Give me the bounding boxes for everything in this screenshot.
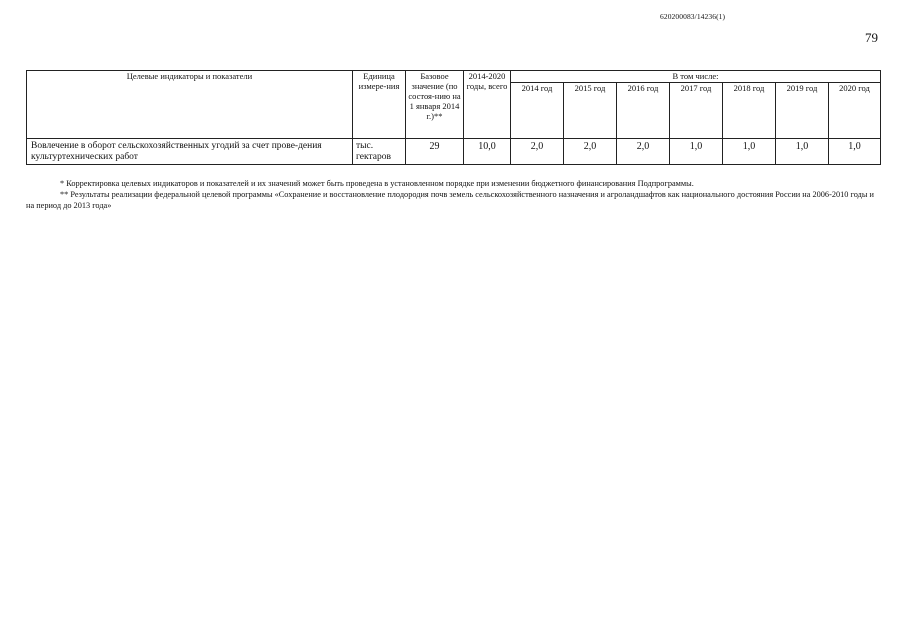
header-year-2016: 2016 год	[617, 83, 670, 139]
header-base-value: Базовое значение (по состоя-нию на 1 января 2014 г.)**	[406, 71, 464, 139]
value-2014: 2,0	[511, 139, 564, 165]
header-unit: Единица измере-ния	[353, 71, 406, 139]
header-year-2015: 2015 год	[564, 83, 617, 139]
value-2017: 1,0	[670, 139, 723, 165]
header-indicator: Целевые индикаторы и показатели	[27, 71, 353, 139]
header-year-2018: 2018 год	[723, 83, 776, 139]
value-2016: 2,0	[617, 139, 670, 165]
value-2015: 2,0	[564, 139, 617, 165]
total-value: 10,0	[464, 139, 511, 165]
header-total: 2014-2020 годы, всего	[464, 71, 511, 139]
indicators-table	[26, 70, 881, 165]
page-number: 79	[865, 30, 878, 45]
table-row	[27, 139, 881, 165]
header-year-2017: 2017 год	[670, 83, 723, 139]
header-year-2014: 2014 год	[511, 83, 564, 139]
footnote-2: ** Результаты реализации федеральной целевой программы «Сохранение и восстановление плодородия почв земель сельскохозяйственного назначения и агроландшафтов как национального достояния России на 2006-2010 годы и на период до 2013 года»	[26, 190, 874, 210]
indicator-name: Вовлечение в оборот сельскохозяйственных угодий за счет прове-дения культуртехнических работ	[27, 139, 353, 165]
value-2018: 1,0	[723, 139, 776, 165]
indicator-unit: тыс. гектаров	[353, 139, 406, 165]
header-year-2020: 2020 год	[829, 83, 881, 139]
value-2020: 1,0	[829, 139, 881, 165]
header-including: В том числе:	[511, 71, 881, 83]
document-number: 620200083/14236(1)	[660, 12, 726, 21]
base-value: 29	[406, 139, 464, 165]
value-2019: 1,0	[776, 139, 829, 165]
footnotes	[26, 178, 878, 211]
footnote-1: * Корректировка целевых индикаторов и показателей и их значений может быть проведена в установленном порядке при изменении бюджетного финансирования Подпрограммы.	[60, 179, 694, 188]
header-year-2019: 2019 год	[776, 83, 829, 139]
